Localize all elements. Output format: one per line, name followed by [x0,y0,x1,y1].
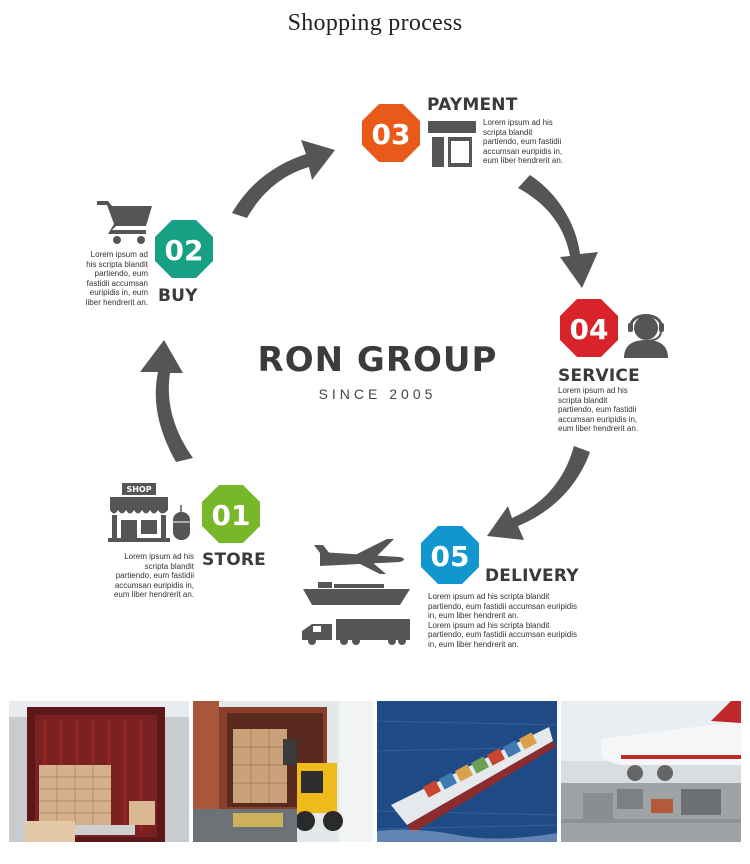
airplane-icon [314,539,404,574]
svg-text:02: 02 [164,234,204,267]
svg-text:03: 03 [371,118,411,151]
shop-icon [108,483,170,542]
step-desc-service: Lorem ipsum ad his scripta blandit partiendo, eum fastidii accumsan euripidis in, eum liber hendrerit an. [558,386,639,434]
badge-03 [362,104,420,162]
badge-05 [421,526,479,584]
brand-since: SINCE 2005 [318,386,437,402]
badge-02 [155,220,213,278]
transport-icon [302,539,410,645]
step-title-payment: PAYMENT [427,95,518,115]
step-title-service: SERVICE [558,366,640,386]
svg-text:04: 04 [569,313,609,346]
svg-text:01: 01 [211,499,251,532]
brand-name: RON GROUP [257,340,498,380]
step-title-buy: BUY [158,286,198,306]
step-desc-buy: Lorem ipsum ad his scripta blandit partiendo, eum fastidii accumsan euripidis in, eum liber hendrerit an. [85,250,148,307]
arrow-buy-to-payment [232,140,335,218]
forklift-container-photo [193,701,373,842]
airport-cargo-photo [561,701,741,842]
badge-01 [202,485,260,543]
cargo-ship-photo [377,701,557,842]
svg-text:05: 05 [430,540,470,573]
mouse-icon [173,505,190,540]
container-loading-photo [9,701,189,842]
step-title-delivery: DELIVERY [485,566,579,586]
ship-icon [303,582,410,605]
svg-text:SHOP: SHOP [126,485,152,494]
arrow-payment-to-service [518,175,598,288]
step-desc-payment: Lorem ipsum ad his scripta blandit partiendo, eum fastidii accumsan euripidis in, eum liber hendrerit an. [483,118,564,166]
truck-icon [302,619,410,645]
page-title: Shopping process [287,10,463,36]
step-title-store: STORE [202,550,266,570]
arrow-service-to-delivery [487,446,590,540]
step-desc-delivery: Lorem ipsum ad his scripta blandit partiendo, eum fastidii accumsan euripidis in, eum liber hendrerit an. Lorem ipsum ad his scripta blandit partiendo, eum fastidii accumsan euripidis in, eum liber hendrerit an. [428,592,577,649]
cart-icon [97,201,152,244]
step-desc-store: Lorem ipsum ad his scripta blandit partiendo, eum fastidii accumsan euripidis in, eum liber hendrerit an. [113,552,194,600]
atm-icon [428,121,476,167]
